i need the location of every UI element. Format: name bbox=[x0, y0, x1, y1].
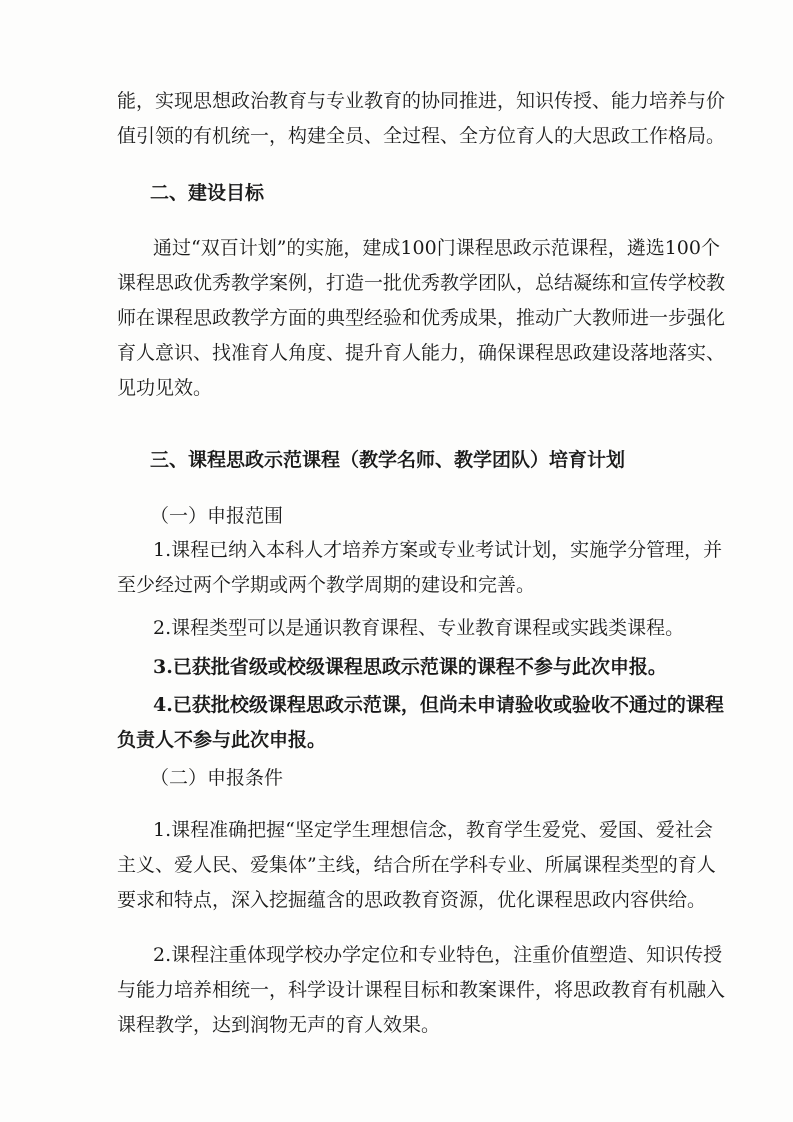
scope-item-3 bbox=[117, 650, 687, 685]
scope-item-4 bbox=[117, 688, 724, 758]
intro-line: 能，实现思想政治教育与专业教育的协同推进，知识传授、能力培养与价 bbox=[117, 90, 726, 112]
conditions-item-line: 与能力培养相统一，科学设计课程目标和教案课件，将思政教育有机融入 bbox=[117, 979, 726, 1001]
scope-item-1 bbox=[117, 533, 723, 603]
goals-line: 课程思政优秀教学案例，打造一批优秀教学团队，总结凝练和宣传学校教 bbox=[117, 272, 726, 294]
scope-item-2 bbox=[117, 611, 687, 646]
scope-item-line: 3.已获批省级或校级课程思政示范课的课程不参与此次申报。 bbox=[153, 656, 667, 678]
conditions-item-line: 2.课程注重体现学校办学定位和专业特色，注重价值塑造、知识传授 bbox=[153, 944, 723, 966]
conditions-item-1 bbox=[117, 813, 716, 918]
subheading-conditions: （二）申报条件 bbox=[150, 767, 284, 789]
scope-item-line: 至少经过两个学期或两个教学周期的建设和完善。 bbox=[117, 574, 536, 596]
conditions-item-2 bbox=[117, 938, 726, 1043]
conditions-item-line: 主义、爱人民、爱集体”主线，结合所在学科专业、所属课程类型的育人 bbox=[117, 854, 716, 876]
goals-line: 师在课程思政教学方面的典型经验和优秀成果，推动广大教师进一步强化 bbox=[117, 307, 726, 329]
scope-item-line: 4.已获批校级课程思政示范课，但尚未申请验收或验收不通过的课程 bbox=[153, 694, 724, 716]
section-heading-goals: 二、建设目标 bbox=[150, 182, 265, 204]
intro-paragraph bbox=[117, 84, 726, 154]
conditions-item-line: 1.课程准确把握“坚定学生理想信念，教育学生爱党、爱国、爱社会 bbox=[153, 819, 713, 841]
scope-item-line: 2.课程类型可以是通识教育课程、专业教育课程或实践类课程。 bbox=[153, 617, 685, 639]
scope-item-line: 负责人不参与此次申报。 bbox=[117, 729, 327, 751]
subheading-scope: （一）申报范围 bbox=[150, 505, 284, 527]
scope-item-line: 1.课程已纳入本科人才培养方案或专业考试计划，实施学分管理，并 bbox=[153, 539, 723, 561]
goals-line: 见功见效。 bbox=[117, 377, 213, 399]
goals-line: 育人意识、找准育人角度、提升育人能力，确保课程思政建设落地落实、 bbox=[117, 342, 726, 364]
intro-line: 值引领的有机统一，构建全员、全过程、全方位育人的大思政工作格局。 bbox=[117, 125, 726, 147]
conditions-item-line: 要求和特点，深入挖掘蕴含的思政教育资源，优化课程思政内容供给。 bbox=[117, 889, 707, 911]
goals-paragraph bbox=[117, 231, 726, 406]
section-heading-plan: 三、课程思政示范课程（教学名师、教学团队）培育计划 bbox=[150, 449, 626, 471]
goals-line: 通过“双百计划”的实施，建成100门课程思政示范课程，遴选100个 bbox=[153, 237, 720, 259]
conditions-item-line: 课程教学，达到润物无声的育人效果。 bbox=[117, 1014, 441, 1036]
